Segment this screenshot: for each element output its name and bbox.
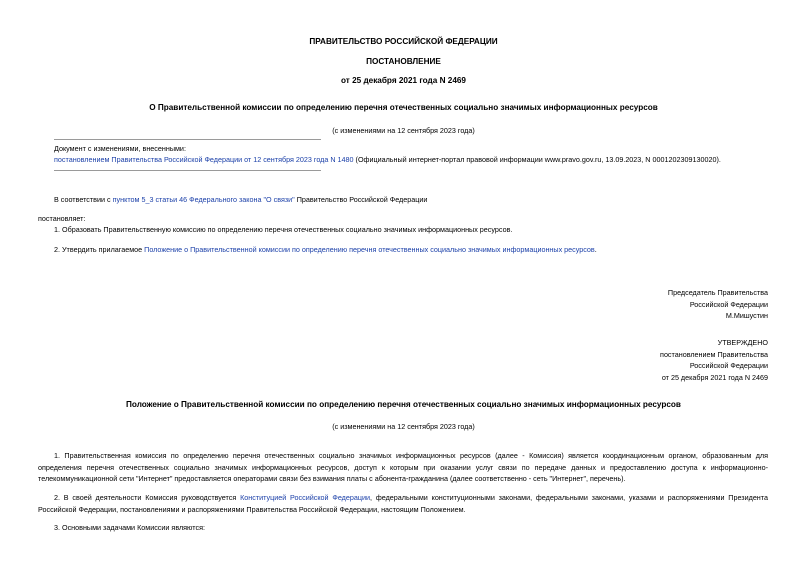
paragraph-2-suffix: , федеральными конституционными законами, федеральными законами, указами и распоряжениями Президента Российской Федерации, постановлениями и распоряжениями Правительства Российской Федерации, настоящим Положением.	[38, 493, 768, 514]
paragraph-1-text: 1. Правительственная комиссия по определению перечня отечественных социально значимых информационных ресурсов (далее - Комиссия) является координационным органом, образованным для определения перечня отечественных социально значимых информационных ресурсов, доступ к которым при оказании услуг связи по передаче данных и предоставлению доступа к информационно-телекоммуникационной сети "Интернет" предоставляется операторами связи без взимания платы с абонента-гражданина (далее соответственно - сеть "Интернет", перечень).	[38, 451, 768, 484]
document-revision: (с изменениями на 12 сентября 2023 года)	[332, 126, 475, 135]
signature-line-3: М.Мишустин	[725, 311, 768, 320]
constitution-link[interactable]: Конституцией Российской Федерации	[240, 493, 371, 502]
paragraph-2-prefix: 2. В своей деятельности Комиссия руководствуется	[54, 493, 237, 502]
document-title: О Правительственной комиссии по определению перечня отечественных социально значимых информационных ресурсов	[149, 103, 658, 112]
item-2	[54, 245, 597, 254]
amendments-bottom-rule	[54, 170, 321, 171]
document-org: ПРАВИТЕЛЬСТВО РОССИЙСКОЙ ФЕДЕРАЦИИ	[309, 37, 498, 46]
amendments-top-rule	[54, 139, 321, 140]
item-2-prefix: 2. Утвердить прилагаемое	[54, 245, 143, 254]
regulation-link[interactable]: Положение о Правительственной комиссии по определению перечня отечественных социально значимых информационных ресурсов	[144, 245, 595, 254]
approval-line-1: УТВЕРЖДЕНО	[717, 338, 768, 347]
approval-line-2: постановлением Правительства	[660, 349, 768, 359]
preamble-suffix: Правительство Российской Федерации	[296, 195, 428, 204]
amendments-line	[54, 155, 721, 164]
amendment-source: (Официальный интернет-портал правовой информации www.pravo.gov.ru, 13.09.2023, N 0001202309130020).	[355, 155, 721, 164]
regulation-revision: (с изменениями на 12 сентября 2023 года)	[332, 422, 475, 431]
amendments-heading: Документ с изменениями, внесенными:	[54, 144, 186, 153]
signature-line-2: Российской Федерации	[689, 299, 768, 309]
preamble-prefix: В соответствии с	[54, 195, 111, 204]
document-date-number: от 25 декабря 2021 года N 2469	[341, 76, 466, 85]
regulation-paragraph-2	[38, 492, 768, 515]
approval-line-4: от 25 декабря 2021 года N 2469	[661, 372, 768, 382]
approval-line-3: Российской Федерации	[689, 361, 768, 370]
regulation-title: Положение о Правительственной комиссии по определению перечня отечественных социально значимых информационных ресурсов	[126, 400, 681, 409]
item-2-suffix: .	[594, 245, 597, 254]
regulation-paragraph-1	[38, 450, 768, 485]
preamble	[54, 195, 427, 204]
law-link[interactable]: пунктом 5_3 статьи 46 Федерального закона "О связи"	[112, 195, 295, 204]
approval-block	[500, 337, 768, 383]
regulation-paragraph-3: 3. Основными задачами Комиссии являются:	[54, 523, 205, 532]
amendment-link[interactable]: постановлением Правительства Российской Федерации от 12 сентября 2023 года N 1480	[54, 155, 354, 164]
signature-line-1: Председатель Правительства	[667, 288, 768, 297]
signature-block	[500, 287, 768, 322]
item-1: 1. Образовать Правительственную комиссию по определению перечня отечественных социально значимых информационных ресурсов.	[54, 225, 513, 234]
resolves-text: постановляет:	[38, 214, 86, 223]
document-type: ПОСТАНОВЛЕНИЕ	[366, 57, 441, 66]
